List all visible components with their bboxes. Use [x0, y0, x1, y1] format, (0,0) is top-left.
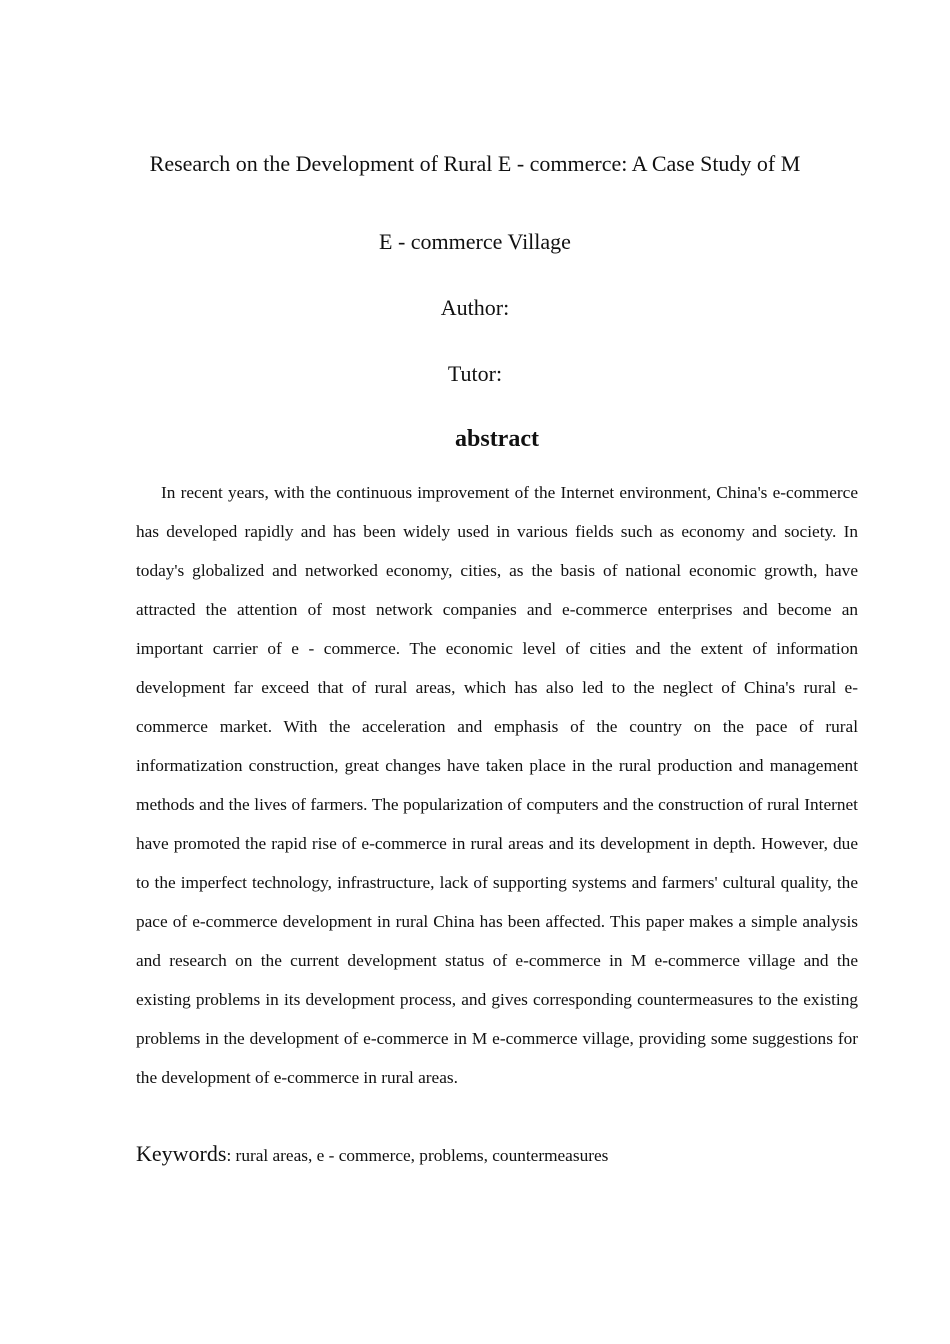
tutor-label: Tutor:: [447, 361, 503, 386]
keywords-line: [136, 1138, 858, 1172]
abstract-heading: abstract: [455, 426, 539, 452]
paper-title-line-1: Research on the Development of Rural E - commerce: A Case Study of M: [149, 151, 801, 176]
author-label: Author:: [440, 295, 510, 320]
keywords-label: Keywords: [136, 1141, 227, 1166]
abstract-body: In recent years, with the continuous improvement of the Internet environment, China's e-commerce has developed rapidly and has been widely used in various fields such as economy and society. In today's globalized and networked economy, cities, as the basis of national economic growth, have attracted the attention of most network companies and e-commerce enterprises and become an important carrier of e - commerce. The economic level of cities and the extent of information development far exceed that of rural areas, which has also led to the neglect of China's rural e-commerce market. With the acceleration and emphasis of the country on the pace of rural informatization construction, great changes have taken place in the rural production and management methods and the lives of farmers. The popularization of computers and the construction of rural Internet have promoted the rapid rise of e-commerce in rural areas and its development in depth. However, due to the imperfect technology, infrastructure, lack of supporting systems and farmers' cultural quality, the pace of e-commerce development in rural China has been affected. This paper makes a simple analysis and research on the current development status of e-commerce in M e-commerce village and the existing problems in its development process, and gives corresponding countermeasures to the existing problems in the development of e-commerce in M e-commerce village, providing some suggestions for the development of e-commerce in rural areas.: [136, 483, 858, 1087]
paper-title-line-2: E - commerce Village: [379, 229, 571, 254]
keywords-text: : rural areas, e - commerce, problems, countermeasures: [226, 1146, 609, 1165]
